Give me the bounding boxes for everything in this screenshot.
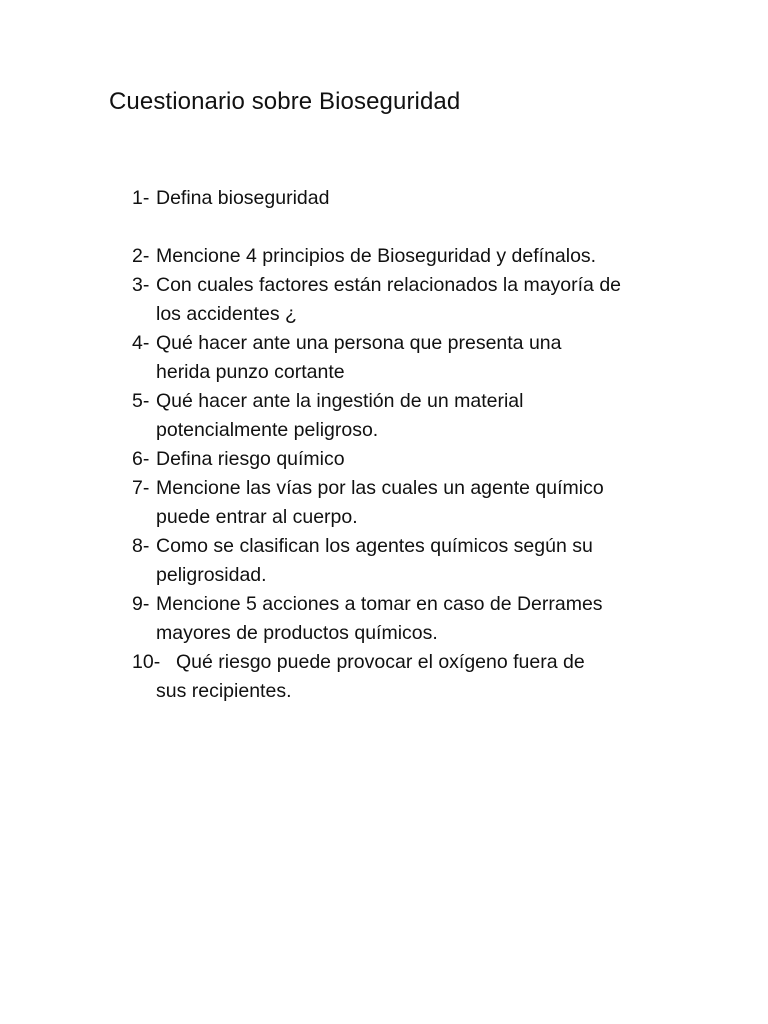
question-number: 7- [132, 477, 150, 499]
question-number: 8- [132, 535, 150, 557]
question-text-continued: peligrosidad. [156, 564, 267, 586]
question-text: Como se clasifican los agentes químicos según su [156, 535, 593, 557]
question-text: Mencione 4 principios de Bioseguridad y defínalos. [156, 245, 597, 267]
list-item [132, 242, 672, 271]
question-text-continued: puede entrar al cuerpo. [156, 506, 358, 528]
question-number: 9- [132, 593, 150, 615]
question-text: Defina riesgo químico [156, 448, 345, 470]
question-list [132, 184, 672, 706]
question-line [156, 648, 672, 677]
list-item [132, 271, 672, 329]
list-item [132, 329, 672, 387]
list-item [132, 474, 672, 532]
list-item [132, 445, 672, 474]
list-item [132, 648, 672, 706]
list-item [132, 184, 672, 213]
question-text: Qué hacer ante la ingestión de un material [156, 390, 524, 412]
question-text: Mencione 5 acciones a tomar en caso de Derrames [156, 593, 603, 615]
question-text-continued: los accidentes ¿ [156, 303, 297, 325]
question-number: 6- [132, 448, 150, 470]
question-text: Qué riesgo puede provocar el oxígeno fuera de [176, 651, 585, 673]
question-number: 1- [132, 187, 150, 209]
question-text: Mencione las vías por las cuales un agente químico [156, 477, 604, 499]
question-text: Qué hacer ante una persona que presenta una [156, 332, 562, 354]
question-text-continued: sus recipientes. [156, 680, 292, 702]
document-title: Cuestionario sobre Bioseguridad [109, 88, 461, 115]
question-number: 5- [132, 390, 150, 412]
question-number: 4- [132, 332, 150, 354]
question-text: Con cuales factores están relacionados la mayoría de [156, 274, 622, 296]
question-text-continued: mayores de productos químicos. [156, 622, 438, 644]
question-text-continued: potencialmente peligroso. [156, 419, 379, 441]
question-text-continued: herida punzo cortante [156, 361, 345, 383]
question-text: Defina bioseguridad [156, 187, 330, 209]
list-item [132, 387, 672, 445]
question-number: 2- [132, 245, 150, 267]
question-number: 10- [132, 651, 161, 673]
list-item [132, 590, 672, 648]
question-number: 3- [132, 274, 150, 296]
list-item [132, 532, 672, 590]
